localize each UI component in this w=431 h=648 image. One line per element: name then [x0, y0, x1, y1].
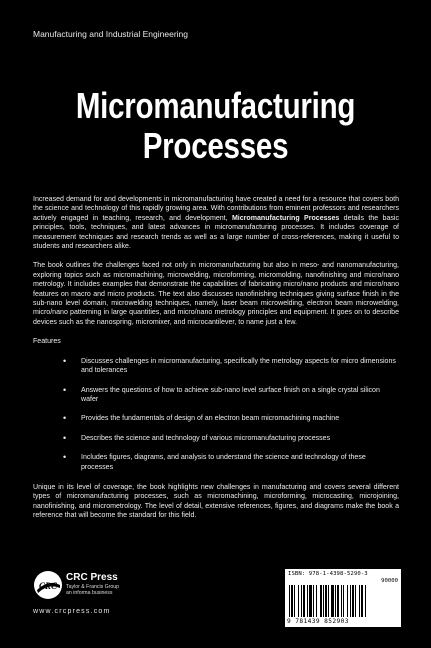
bullet-icon: •: [63, 452, 67, 463]
publisher-block: [33, 570, 233, 626]
isbn-text: ISBN: 978-1-4398-5290-3: [288, 571, 368, 577]
bullet-icon: •: [63, 355, 67, 366]
feature-item: • Discusses challenges in micromanufacturing, specifically the metrology aspects for micro dimensions and tolerances: [63, 355, 396, 375]
book-title: [39, 86, 392, 166]
publisher-subtitle: Taylor & Francis Group an informa business: [66, 584, 120, 597]
series-category: Manufacturing and Industrial Engineering: [33, 29, 188, 39]
intro-paragraph: Increased demand for and developments in micromanufacturing have created a need for a resource that covers both the science and technology of this rapidly growing area. With contributions from eminent professors and researchers actively engaged in teaching, research, and development, Micromanufacturing Processes details the basic principles, tools, techniques, and latest advances in micromanufacturing processes. It includes coverage of measurement techniques and research trends as well as a large number of cross-references, making it useful to students and researchers alike.: [33, 196, 399, 251]
barcode-digits: 9 781439 852903: [287, 618, 349, 625]
description: [33, 195, 399, 531]
features-heading: Features: [33, 338, 61, 346]
barcode-bars-icon: [289, 585, 397, 617]
feature-item: • Describes the science and technology of various micromanufacturing processes: [63, 432, 331, 443]
title-line-2: Processes: [142, 125, 289, 166]
feature-item: • Provides the fundamentals of design of an electron beam micromachining machine: [63, 413, 340, 424]
publisher-name: CRC Press: [66, 572, 118, 583]
bullet-icon: •: [63, 413, 67, 424]
outline-paragraph: The book outlines the challenges faced not only in micromanufacturing but also in meso- and nanomanufacturing, exploring topics such as micromachining, microwelding, microforming, micromolding, nanofinishing and micro/nano metrology. It includes examples that demonstrate the capabilities of fabricating micro/nano products and micro/nano features on macro and micro products. The text also discusses nanofinishing techniques giving surface finish in the sub-nano level domain, microwelding techniques, namely, laser beam microwelding, electron beam microwelding, micro/nano patterning in large quantities, and micro/nano metrology principles and equipment. It goes on to describe devices such as the nanospring, micromixer, and microcantilever, to name just a few.: [33, 262, 399, 326]
feature-item: • Answers the questions of how to achieve sub-nano level surface finish on a single crystal silicon wafer: [63, 384, 380, 403]
svg-text:CRC: CRC: [38, 581, 58, 591]
features-list: [33, 357, 399, 472]
title-line-1: Micromanufacturing: [75, 85, 356, 126]
price-addon: 90000: [381, 578, 398, 584]
bullet-icon: •: [63, 384, 67, 395]
publisher-url: www.crcpress.com: [33, 608, 111, 615]
feature-item: • Includes figures, diagrams, and analysis to understand the science and technology of these processes: [63, 452, 366, 471]
closing-paragraph: Unique in its level of coverage, the book highlights new challenges in manufacturing and covers several different types of micromanufacturing processes, such as micromachining, microforming, microcasting, microjoining, nanofinishing, and micrometrology. The level of detail, extensive references, figures, and diagrams make the book a reference that will become the standard for this field.: [33, 483, 399, 520]
bullet-icon: •: [63, 432, 67, 443]
title-emphasis: Micromanufacturing Processes: [231, 214, 340, 222]
barcode: [285, 569, 401, 627]
crc-logo-icon: [33, 570, 63, 600]
